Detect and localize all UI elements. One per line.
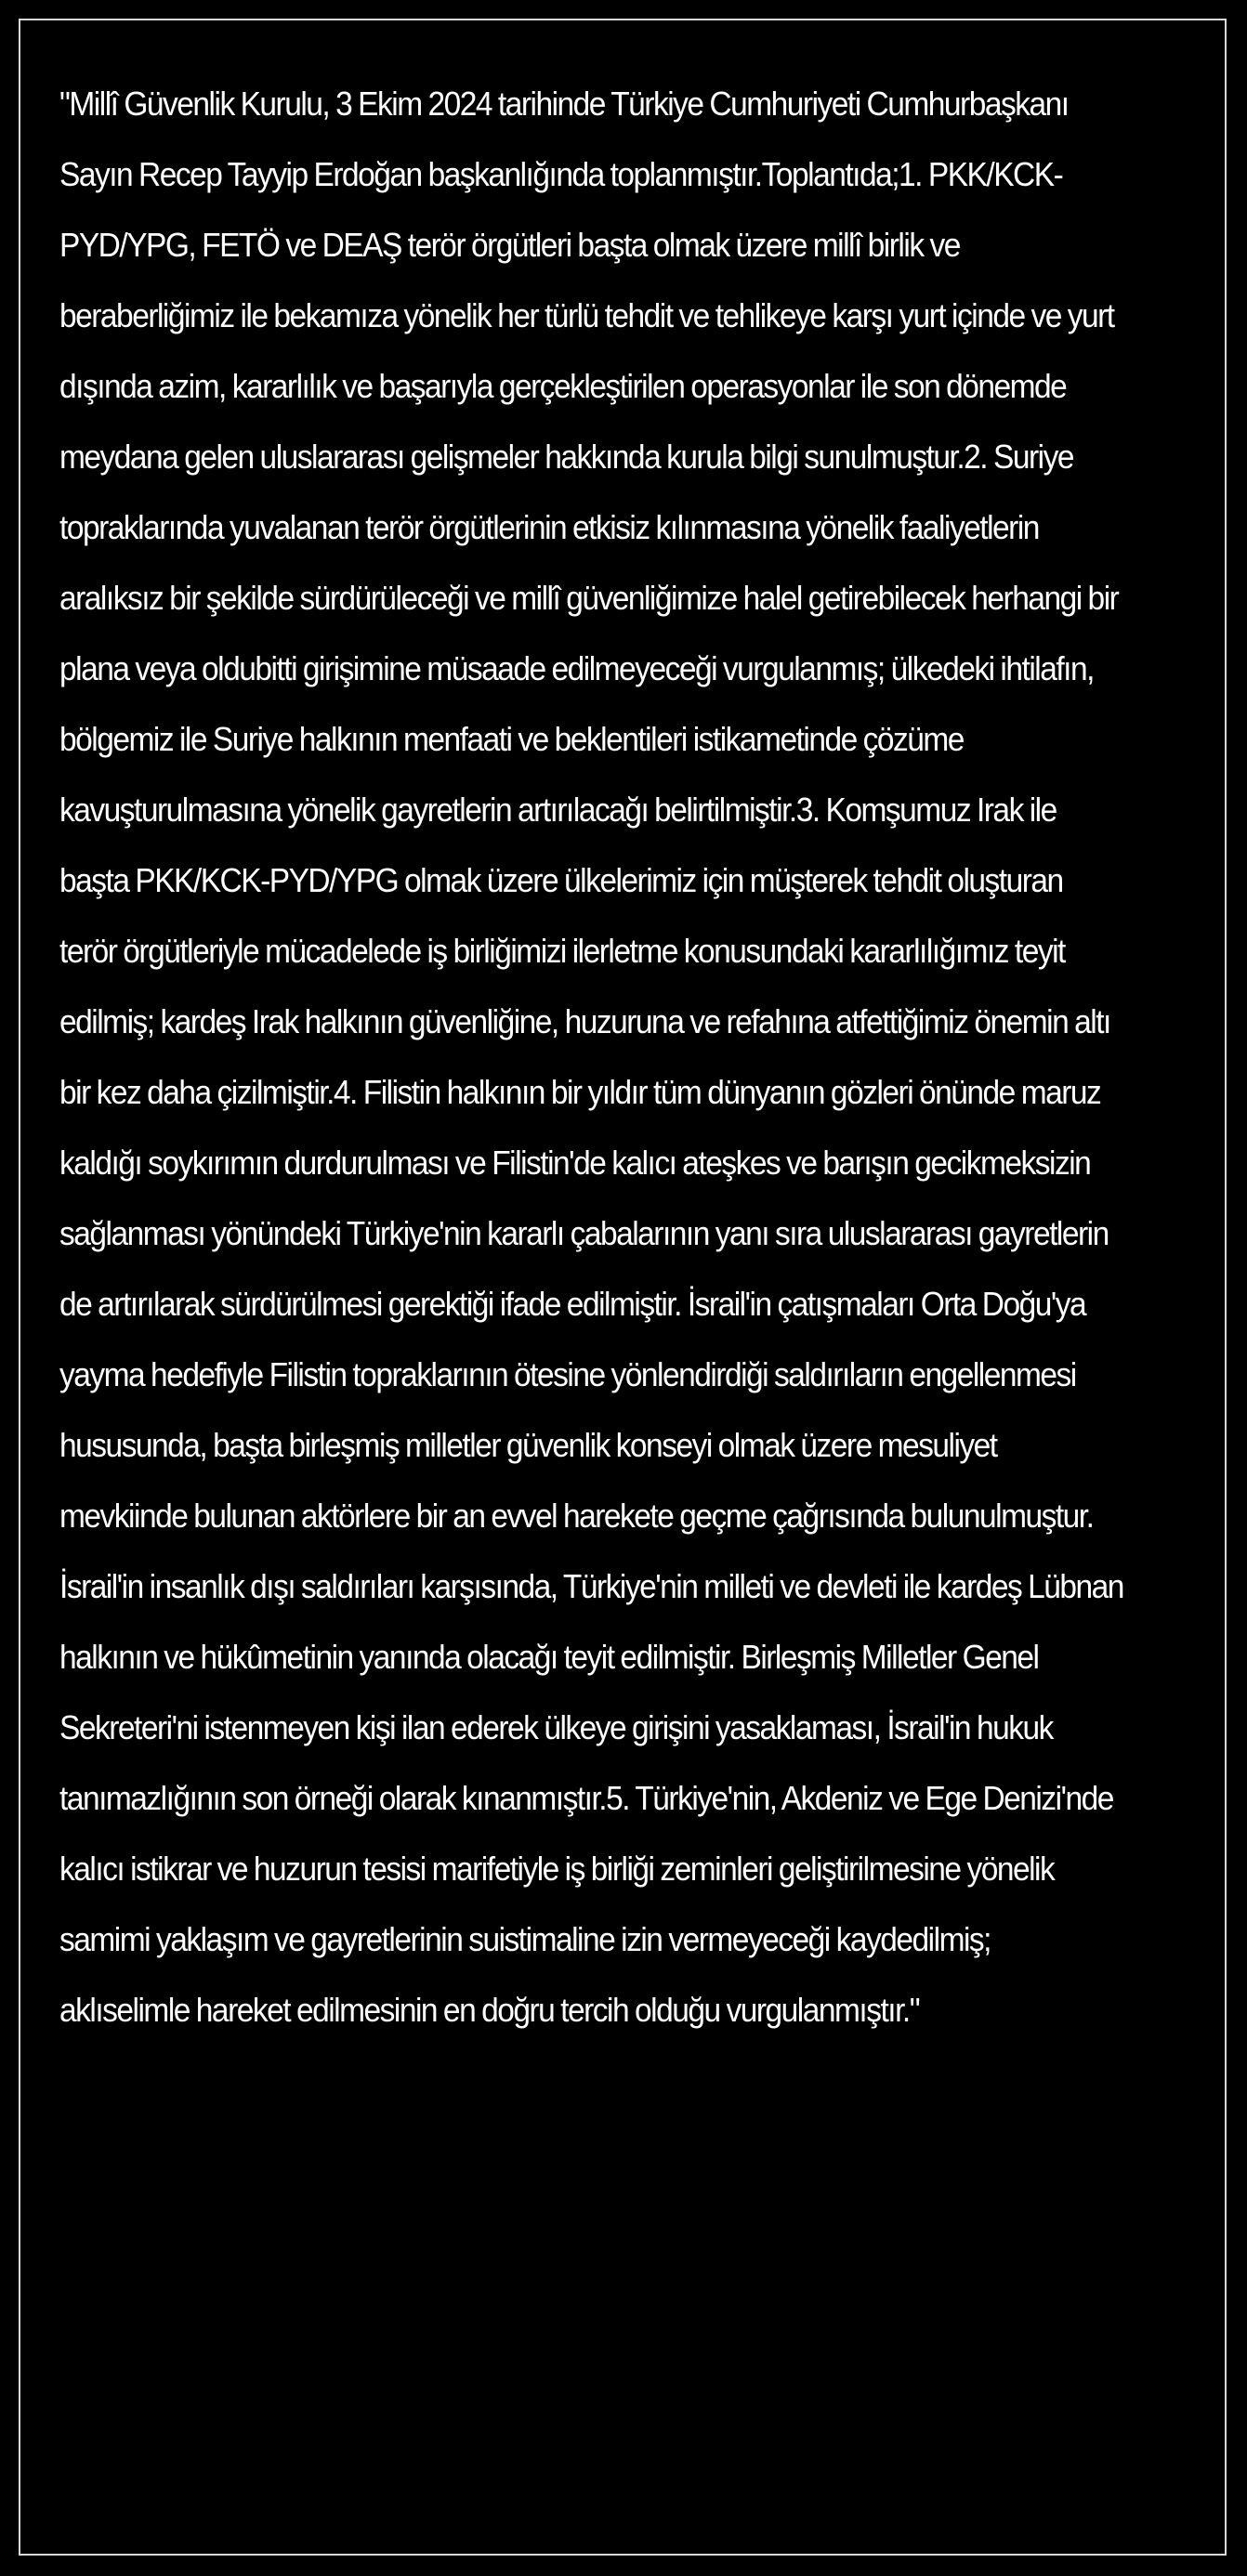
statement-text: "Millî Güvenlik Kurulu, 3 Ekim 2024 tarihinde Türkiye Cumhuriyeti Cumhurbaşkanı Sayın Recep Tayyip Erdoğan başkanlığında toplanmıştır.Toplantıda;1. PKK/KCK-PYD/YPG, FETÖ ve DEAŞ terör örgütleri başta olmak üzere millî birlik ve beraberliğimiz ile bekamıza yönelik her türlü tehdit ve tehlikeye karşı yurt içinde ve yurt dışında azim, kararlılık ve başarıyla gerçekleştirilen operasyonlar ile son dönemde meydana gelen uluslararası gelişmeler hakkında kurula bilgi sunulmuştur.2. Suriye topraklarında yuvalanan terör örgütlerinin etkisiz kılınmasına yönelik faaliyetlerin aralıksız bir şekilde sürdürüleceği ve millî güvenliğimize halel getirebilecek herhangi bir plana veya oldubitti girişimine müsaade edilmeyeceği vurgulanmış; ülkedeki ihtilafın, bölgemiz ile Suriye halkının menfaati ve beklentileri istikametinde çözüme kavuşturulmasına yönelik gayretlerin artırılacağı belirtilmiştir.3. Komşumuz Irak ile başta PKK/KCK-PYD/YPG olmak üzere ülkelerimiz için müşterek tehdit oluşturan terör örgütleriyle mücadelede iş birliğimizi ilerletme konusundaki kararlılığımız teyit edilmiş; kardeş Irak halkının güvenliğine, huzuruna ve refahına atfettiğimiz önemin altı bir kez daha çizilmiştir.4. Filistin halkının bir yıldır tüm dünyanın gözleri önünde maruz kaldığı soykırımın durdurulması ve Filistin'de kalıcı ateşkes ve barışın gecikmeksizin sağlanması yönündeki Türkiye'nin kararlı çabalarının yanı sıra uluslararası gayretlerin de artırılarak sürdürülmesi gerektiği ifade edilmiştir. İsrail'in çatışmaları Orta Doğu'ya yayma hedefiyle Filistin topraklarının ötesine yönlendirdiği saldırıların engellenmesi hususunda, başta birleşmiş milletler güvenlik konseyi olmak üzere mesuliyet mevkiinde bulunan aktörlere bir an evvel harekete geçme çağrısında bulunulmuştur. İsrail'in insanlık dışı saldırıları karşısında, Türkiye'nin milleti ve devleti ile kardeş Lübnan halkının ve hükûmetinin yanında olacağı teyit edilmiştir. Birleşmiş Milletler Genel Sekreteri'ni istenmeyen kişi ilan ederek ülkeye girişini yasaklaması, İsrail'in hukuk tanımazlığının son örneği olarak kınanmıştır.5. Türkiye'nin, Akdeniz ve Ege Denizi'nde kalıcı istikrar ve huzurun tesisi marifetiyle iş birliği zeminleri geliştirilmesine yönelik samimi yaklaşım ve gayretlerinin suistimaline izin vermeyeceği kaydedilmiş; aklıselimle hareket edilmesinin en doğru tercih olduğu vurgulanmıştır." (59, 85, 1123, 2029)
statement-frame (19, 19, 1227, 2556)
